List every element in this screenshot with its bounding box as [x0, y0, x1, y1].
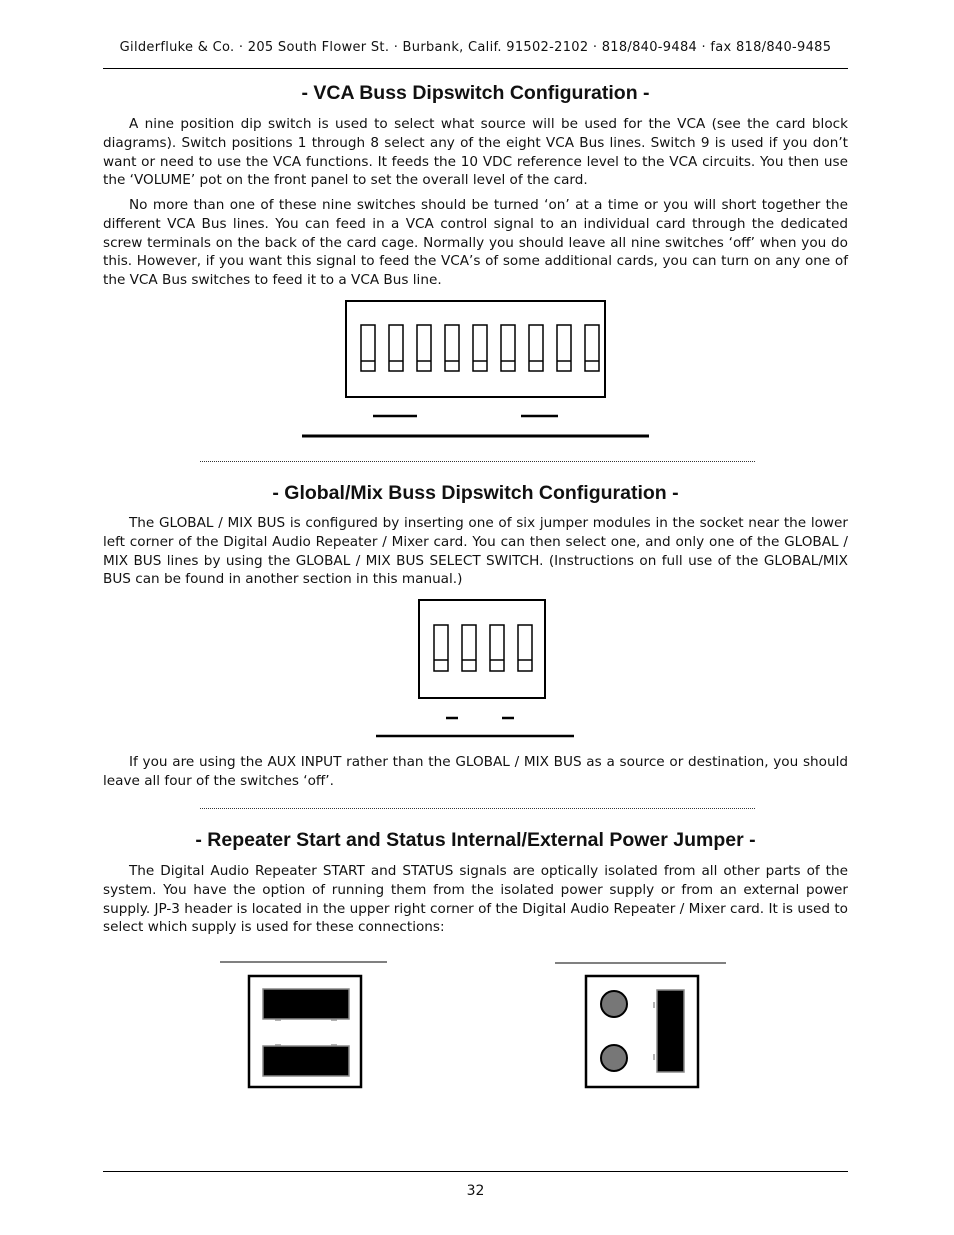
jumper-diagram-right — [550, 956, 730, 1096]
vca-section-title: - VCA Buss Dipswitch Configuration - — [301, 82, 650, 104]
page-header: Gilderfluke & Co. · 205 South Flower St. · Burbank, Calif. 91502-2102 · 818/840-9484 · fax 818/840-9485 — [119, 40, 832, 55]
footer-rule — [103, 1171, 848, 1172]
global-dipswitch-diagram — [370, 596, 580, 741]
section-divider-2 — [200, 808, 755, 809]
global-paragraph-2: If you are using the AUX INPUT rather than the GLOBAL / MIX BUS as a source or destination, you should leave all four of the switches ‘off’. — [103, 754, 848, 789]
global-paragraph-1: The GLOBAL / MIX BUS is configured by inserting one of six jumper modules in the socket near the lower left corner of the Digital Audio Repeater / Mixer card. You can then select one, and only one of the GLOBAL / MIX BUS lines by using the GLOBAL / MIX BUS SELECT SWITCH. (Instructions on full use of the GLOBAL/MIX BUS can be found in another section in this manual.) — [103, 515, 848, 588]
vca-dipswitch-diagram — [300, 296, 652, 441]
section-divider-1 — [200, 461, 755, 462]
vca-switches — [361, 325, 599, 371]
repeater-section-title: - Repeater Start and Status Internal/External Power Jumper - — [195, 829, 756, 851]
repeater-paragraph-1: The Digital Audio Repeater START and STATUS signals are optically isolated from all other parts of the system. You have the option of running them from the isolated power supply or from an external power supply. JP-3 header is located in the upper right corner of the Digital Audio Repeater / Mixer card. It is used to select which supply is used for these connections: — [103, 863, 848, 936]
jumper-diagram-left — [215, 956, 395, 1096]
header-rule — [103, 68, 848, 69]
global-section-title: - Global/Mix Buss Dipswitch Configuration - — [272, 482, 679, 504]
vca-paragraph-1: A nine position dip switch is used to select what source will be used for the VCA (see the card block diagrams). Switch positions 1 through 8 select any of the eight VCA Bus lines. Switch 9 is used if you don’t want or need to use the VCA functions. It feeds the 10 VDC reference level to the VCA circuits. You then use the ‘VOLUME’ pot on the front panel to set the overall level of the card. — [103, 116, 848, 189]
global-switches — [434, 625, 532, 671]
vca-paragraph-2: No more than one of these nine switches should be turned ‘on’ at a time or you will short together the different VCA Bus lines. You can feed in a VCA control signal to an individual card through the dedicated screw terminals on the back of the card cage. Normally you should leave all nine switches ‘off’ when you do this. However, if you want this signal to feed the VCA’s of some additional cards, you can turn on any one of the VCA Bus switches to feed it to a VCA Bus line. — [103, 197, 848, 289]
page-number: 32 — [466, 1183, 485, 1199]
